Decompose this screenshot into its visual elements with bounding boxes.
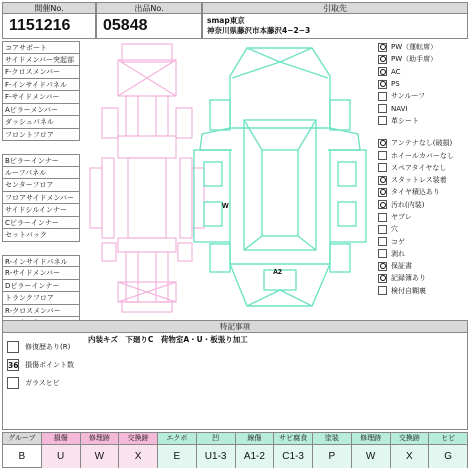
glass-crack-checkbox[interactable] (7, 377, 19, 389)
equipment-item (378, 235, 468, 247)
grade-value: X (119, 445, 157, 468)
equipment-item (378, 248, 468, 260)
lot-number-header: 開催No. (2, 2, 96, 14)
checked-circle-icon (380, 81, 386, 87)
pickup-street: 神奈川県藤沢市本藤沢4−2−3 (207, 26, 311, 35)
part-item: サイドメンバー突起部 (2, 54, 80, 67)
checked-circle-icon (380, 56, 386, 62)
part-item: フロアサイドメンバー (2, 192, 80, 205)
part-item: F-サイドメンバー (2, 91, 80, 104)
car-body-diagram (82, 38, 378, 318)
equipment-checkbox[interactable] (378, 43, 387, 52)
grade-label: グループ (3, 433, 41, 445)
equipment-checkbox[interactable] (378, 163, 387, 172)
equipment-checkbox[interactable] (378, 237, 387, 246)
equipment-item (378, 41, 468, 53)
equipment-label: ホイールカバーなし (391, 151, 454, 160)
grade-label: サビ腐食 (274, 433, 312, 445)
equipment-label: 保証書 (391, 262, 412, 271)
part-item: Bピラーインナー (2, 154, 80, 167)
equipment-item (378, 174, 468, 186)
repair-history-row (7, 341, 70, 353)
equipment-label: コゲ (391, 237, 405, 246)
part-item: Dピラーインナー (2, 280, 80, 293)
equipment-item (378, 90, 468, 102)
part-item: R-インサイドパネル (2, 255, 80, 268)
equipment-checkbox[interactable] (378, 274, 387, 283)
equipment-item (378, 115, 468, 127)
grade-label: ヒビ (429, 433, 467, 445)
grade-label: 修理跡 (352, 433, 390, 445)
structure-part-list (2, 41, 80, 330)
grade-column (429, 432, 468, 468)
grade-value: A1-2 (236, 445, 274, 468)
part-item: F-インサイドパネル (2, 79, 80, 92)
equipment-checkbox[interactable] (378, 67, 387, 76)
equipment-label: 検付自糊裏 (391, 286, 426, 295)
grade-value: C1-3 (274, 445, 312, 468)
equipment-label: スペアタイヤなし (391, 163, 447, 172)
equipment-label: NAVI (391, 104, 408, 113)
repair-points-value: 36 (8, 361, 19, 370)
equipment-item (378, 78, 468, 90)
checked-circle-icon (380, 263, 386, 269)
equipment-item (378, 137, 468, 149)
equipment-item (378, 285, 468, 297)
equipment-checkbox[interactable] (378, 200, 387, 209)
equipment-label: PW（運転席） (391, 43, 438, 52)
grade-value: P (313, 445, 351, 468)
grade-label: 損傷 (42, 433, 80, 445)
panel-diagram (194, 48, 366, 306)
listing-number-header: 出品No. (96, 2, 202, 14)
equipment-item (378, 211, 468, 223)
equipment-label: PW（助手席） (391, 55, 438, 64)
notes-body: 内装キズ 下廻りC 荷物室A・U・板張り加工 (88, 335, 248, 344)
grade-value: W (81, 445, 119, 468)
part-group-rear (2, 255, 80, 330)
equipment-label: 穴 (391, 225, 398, 234)
repair-history-label: 修復歴あり(R) (25, 343, 71, 351)
equipment-label: 汚れ(内装) (391, 200, 425, 209)
repair-points-label: 損傷ポイント数 (25, 361, 74, 369)
repair-history-checkbox[interactable] (7, 341, 19, 353)
equipment-checkbox[interactable] (378, 286, 387, 295)
pickup-address (202, 13, 468, 39)
grade-column (313, 432, 352, 468)
pickup-name: smap東京 (207, 16, 245, 25)
grade-column (274, 432, 313, 468)
equipment-checkbox[interactable] (378, 151, 387, 160)
part-item: Aピラーメンバー (2, 104, 80, 117)
equipment-item (378, 53, 468, 65)
part-group-front (2, 41, 80, 141)
part-item: R-クロスメンバー (2, 305, 80, 318)
grade-label: 修理跡 (81, 433, 119, 445)
equipment-checkbox[interactable] (378, 92, 387, 101)
checked-circle-icon (380, 44, 386, 50)
equipment-checkbox[interactable] (378, 225, 387, 234)
grade-value: E (158, 445, 196, 468)
grade-column (42, 432, 81, 468)
equipment-checkbox[interactable] (378, 104, 387, 113)
grade-label: 凹 (197, 433, 235, 445)
grade-column (197, 432, 236, 468)
part-item: サイドシルインナー (2, 204, 80, 217)
equipment-item (378, 199, 468, 211)
part-item: フロントフロア (2, 129, 80, 142)
equipment-list (378, 41, 468, 297)
part-item: ダッシュパネル (2, 116, 80, 129)
equipment-checkbox[interactable] (378, 188, 387, 197)
grade-table (2, 432, 468, 468)
grade-label: 交換跡 (119, 433, 157, 445)
equipment-checkbox[interactable] (378, 139, 387, 148)
part-item: トランクフロア (2, 292, 80, 305)
equipment-label: 記録簿あり (391, 274, 426, 283)
part-item: R-サイドメンバー (2, 267, 80, 280)
equipment-item (378, 149, 468, 161)
grade-value: W (352, 445, 390, 468)
grade-column (119, 432, 158, 468)
equipment-label: アンテナなし(破損) (391, 139, 453, 148)
part-item: センターフロア (2, 179, 80, 192)
repair-points-row (7, 359, 74, 371)
lot-number-value: 1151216 (2, 13, 96, 39)
grade-label: 交換跡 (391, 433, 429, 445)
checked-circle-icon (380, 189, 386, 195)
equipment-item (378, 223, 468, 235)
part-item: ルーフパネル (2, 167, 80, 180)
equipment-checkbox[interactable] (378, 262, 387, 271)
grade-value: U (42, 445, 80, 468)
equipment-label: PS (391, 80, 400, 89)
grade-value: G (429, 445, 467, 468)
equipment-item (378, 102, 468, 114)
part-group-center (2, 154, 80, 242)
grade-column (158, 432, 197, 468)
equipment-checkbox[interactable] (378, 176, 387, 185)
glass-crack-label: ガラスヒビ (25, 379, 60, 387)
equipment-item (378, 272, 468, 284)
equipment-label: スタットレス装着 (391, 176, 447, 185)
part-item: F-クロスメンバー (2, 66, 80, 79)
equipment-item (378, 66, 468, 78)
checked-circle-icon (380, 275, 386, 281)
damage-mark-w: W (222, 203, 229, 210)
equipment-label: 剥れ (391, 249, 405, 258)
grade-label: 塗装 (313, 433, 351, 445)
grade-value: B (18, 451, 26, 462)
grade-column (81, 432, 120, 468)
pickup-header: 引取先 (202, 2, 468, 14)
equipment-label: サンルーフ (391, 92, 426, 101)
notes-title: 特記事項 (3, 321, 467, 333)
grade-column (391, 432, 430, 468)
damage-mark-a2: A2 (273, 269, 282, 276)
grade-label: エクボ (158, 433, 196, 445)
equipment-label: AC (391, 67, 401, 76)
equipment-label: タイヤ積込あり (391, 188, 440, 197)
listing-number-value: 05848 (96, 13, 202, 39)
grade-value: X (391, 445, 429, 468)
part-item: コアサポート (2, 41, 80, 54)
checked-circle-icon (380, 69, 386, 75)
checked-circle-icon (380, 140, 386, 146)
equipment-label: ヤブレ (391, 213, 412, 221)
frame-diagram (90, 44, 204, 312)
grade-column (236, 432, 275, 468)
grade-column (2, 432, 42, 468)
equipment-checkbox[interactable] (378, 116, 387, 125)
equipment-checkbox[interactable] (378, 213, 387, 222)
equipment-checkbox[interactable] (378, 55, 387, 64)
part-item: Cピラーインナー (2, 217, 80, 230)
part-item: セットバック (2, 229, 80, 242)
checked-circle-icon (380, 177, 386, 183)
grade-column (352, 432, 391, 468)
equipment-item (378, 260, 468, 272)
equipment-label: 革シート (391, 116, 419, 125)
equipment-checkbox[interactable] (378, 249, 387, 258)
equipment-item (378, 162, 468, 174)
glass-crack-row (7, 377, 60, 389)
equipment-item (378, 186, 468, 198)
grade-value: U1-3 (197, 445, 235, 468)
grade-label: 線傷 (236, 433, 274, 445)
checked-circle-icon (380, 202, 386, 208)
special-notes-panel (2, 320, 468, 430)
equipment-checkbox[interactable] (378, 80, 387, 89)
